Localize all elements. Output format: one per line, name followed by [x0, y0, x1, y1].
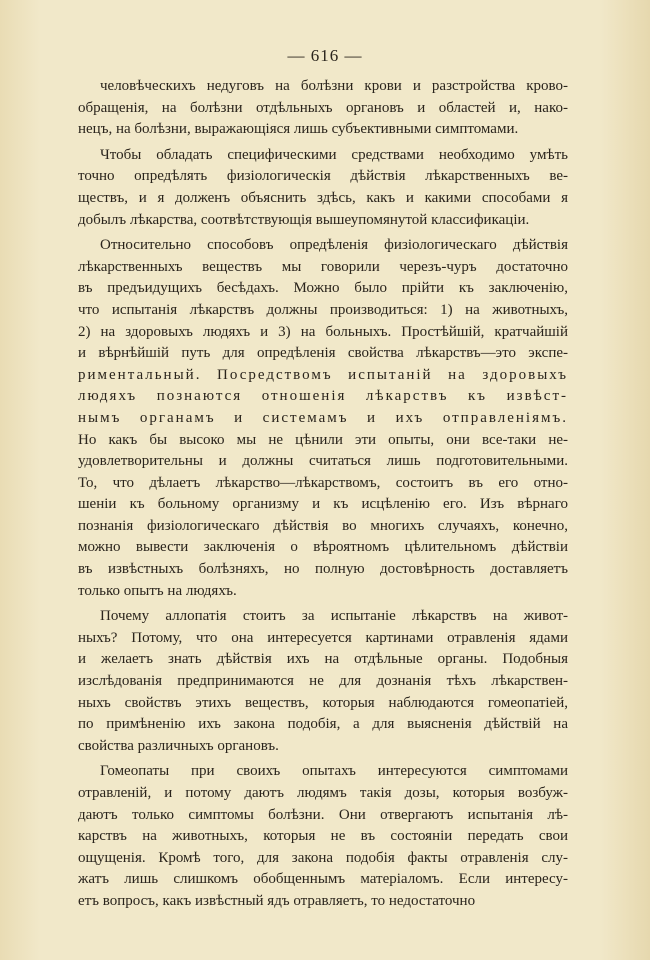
- text-line: только опытъ на людяхъ.: [78, 582, 237, 599]
- paragraph: [78, 761, 568, 912]
- paragraph: [78, 145, 568, 231]
- text-line: познанія физіологическаго дѣйствія во многихъ случаяхъ, конечно,: [78, 517, 568, 534]
- text-line: нымъ органамъ и системамъ и ихъ отправленіямъ.: [78, 409, 568, 426]
- text-line: етъ вопросъ, какъ извѣстный ядъ отравляетъ, то недостаточно: [78, 892, 476, 909]
- text-line: жатъ лишь слишкомъ обобщеннымъ матеріаломъ. Если интересу-: [78, 871, 568, 888]
- text-line: Но какъ бы высоко мы не цѣнили эти опыты, они все-таки не-: [78, 431, 568, 448]
- text-line: ществъ, и я долженъ объяснить здѣсь, какъ и какими способами я: [78, 189, 568, 206]
- text-line: людяхъ познаются отношенія лѣкарствъ къ извѣст-: [78, 388, 568, 405]
- text-line: по примѣненію ихъ закона подобія, а для выясненія дѣйствій на: [78, 716, 568, 733]
- text-line: человѣческихъ недуговъ на болѣзни крови и разстройства крово-: [100, 78, 568, 94]
- text-line: Почему аллопатія стоитъ за испытаніе лѣкарствъ на живот-: [100, 608, 568, 625]
- text-line: ощущенія. Кромѣ того, для закона подобія факты отравленія слу-: [78, 849, 568, 866]
- text-line: 2) на здоровыхъ людяхъ и 3) на больныхъ. Простѣйшій, кратчайшій: [78, 323, 568, 340]
- text-line: удовлетворительны и должны считаться лишь подготовительными.: [78, 453, 568, 470]
- text-line: можно вывести заключенія о вѣроятномъ цѣлительномъ дѣйствіи: [78, 539, 568, 556]
- text-line: въ извѣстныхъ болѣзняхъ, но полную достовѣрность доставляетъ: [78, 561, 568, 578]
- text-line: свойства различныхъ органовъ.: [78, 737, 279, 754]
- text-line: Относительно способовъ опредѣленія физіологическаго дѣйствія: [100, 237, 568, 254]
- text-line: карствъ на животныхъ, которыя не въ состояніи передать свои: [78, 828, 568, 845]
- text-line: изслѣдованія предпринимаются не для дознанія тѣхъ лѣкарствен-: [78, 673, 568, 690]
- text-line: Чтобы обладать специфическими средствами необходимо умѣть: [100, 146, 568, 163]
- text-line: шеніи къ больному организму и къ исцѣленію его. Изъ вѣрнаго: [78, 496, 568, 513]
- paragraph: [78, 76, 568, 141]
- text-line: даютъ только симптомы болѣзни. Они отвергаютъ испытанія лѣ-: [78, 806, 568, 823]
- text-line: ныхъ? Потому, что она интересуется картинами отравленія ядами: [78, 629, 568, 646]
- text-line: обращенія, на болѣзни отдѣльныхъ органовъ и областей и, нако-: [78, 99, 568, 116]
- paragraph: [78, 235, 568, 602]
- text-line: лѣкарственныхъ веществъ мы говорили черезъ-чуръ достаточно: [78, 258, 568, 275]
- text-line: отравленій, и потому даютъ людямъ такія дозы, которыя возбуж-: [78, 785, 568, 801]
- text-line: ныхъ свойствъ этихъ веществъ, которыя наблюдаются гомеопатіей,: [78, 694, 568, 711]
- text-line: и желаетъ знать дѣйствія ихъ на отдѣльные органы. Подобныя: [78, 651, 568, 668]
- text-line: Гомеопаты при своихъ опытахъ интересуются симптомами: [100, 763, 568, 780]
- page-number: — 616 —: [287, 46, 363, 65]
- text-line: и вѣрнѣйшій путь для опредѣленія свойства лѣкарствъ—это экспе-: [78, 345, 568, 362]
- paragraph: [78, 606, 568, 757]
- text-line: въ предъидущихъ бесѣдахъ. Можно было прійти къ заключенію,: [78, 280, 568, 297]
- text-line: точно опредѣлять физіологическія дѣйствія лѣкарственныхъ ве-: [78, 168, 568, 185]
- text-line: То, что дѣлаетъ лѣкарство—лѣкарствомъ, состоитъ въ его отно-: [78, 474, 568, 491]
- page-body-text: [78, 76, 568, 917]
- text-line: добылъ лѣкарства, соотвѣтствующія вышеупомянутой классификаціи.: [78, 211, 530, 228]
- text-line: что испытанія лѣкарствъ должны производиться: 1) на животныхъ,: [78, 301, 568, 318]
- text-line: нецъ, на болѣзни, выражающіяся лишь субъективными симптомами.: [78, 121, 519, 138]
- text-line: риментальный. Посредствомъ испытаній на здоровыхъ: [78, 366, 568, 383]
